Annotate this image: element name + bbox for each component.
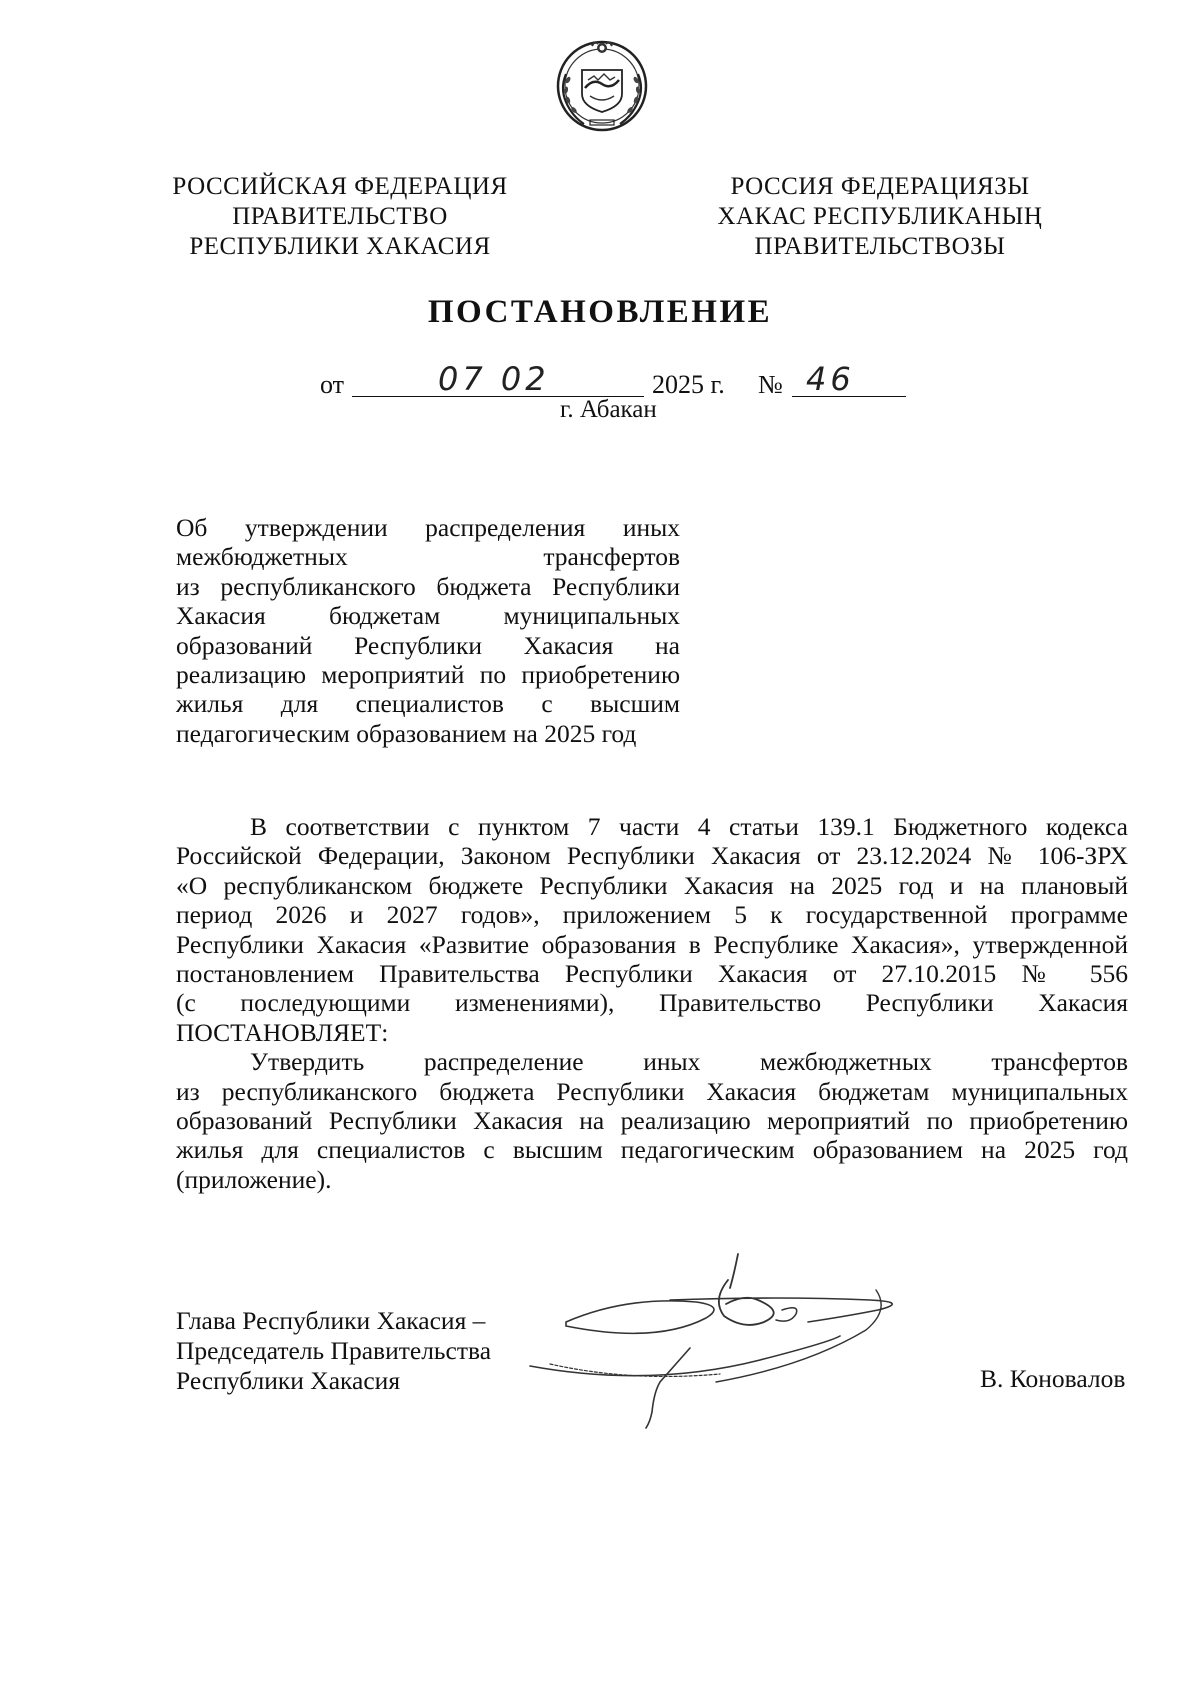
signatory-position-line: Председатель Правительства xyxy=(176,1336,492,1365)
subject-line: реализацию мероприятий по приобретению xyxy=(176,660,680,690)
document-subject xyxy=(176,513,680,748)
body-line: В соответствии с пунктом 7 части 4 статьи 139.1 Бюджетного кодекса xyxy=(250,812,1128,841)
issuer-line: РОССИЙСКАЯ ФЕДЕРАЦИЯ xyxy=(172,173,508,200)
issuer-line: ПРАВИТЕЛЬСТВО xyxy=(232,203,448,230)
subject-line: Хакасия бюджетам муниципальных xyxy=(176,601,680,631)
number-label: № xyxy=(758,370,783,399)
body-line: Российской Федерации, Законом Республики Хакасия от 23.12.2024 № 106-ЗРХ xyxy=(176,841,1128,871)
date-from-label: от xyxy=(320,370,345,399)
handwritten-signature-icon xyxy=(520,1250,940,1430)
body-line: (приложение). xyxy=(176,1164,332,1194)
body-line: период 2026 и 2027 годов», приложением 5 к государственной программе xyxy=(176,900,1128,930)
body-line: (с последующими изменениями), Правительство Республики Хакасия xyxy=(176,988,1128,1018)
body-line: ПОСТАНОВЛЯЕТ: xyxy=(176,1017,389,1047)
coat-of-arms-emblem-icon xyxy=(552,34,652,138)
issuer-khakas xyxy=(690,172,1070,262)
date-handwritten: 07 02 xyxy=(438,360,550,398)
body-line: Утвердить распределение иных межбюджетных трансфертов xyxy=(250,1047,1128,1077)
signatory-position-line: Глава Республики Хакасия – xyxy=(176,1306,486,1335)
issuer-line: РЕСПУБЛИКИ ХАКАСИЯ xyxy=(189,233,491,260)
subject-line: педагогическим образованием на 2025 год xyxy=(176,718,637,748)
signatory-name: В. Коновалов xyxy=(980,1364,1126,1393)
subject-line: жилья для специалистов с высшим xyxy=(176,689,680,719)
body-line: образований Республики Хакасия на реализацию мероприятий по приобретению xyxy=(176,1106,1128,1136)
issuer-line: ХАКАС РЕСПУБЛИКАНЫҢ xyxy=(717,203,1043,230)
body-line: постановлением Правительства Республики Хакасия от 27.10.2015 № 556 xyxy=(176,959,1128,989)
document-body xyxy=(176,812,1128,1194)
city-label: г. Абакан xyxy=(560,396,657,423)
year-label: 2025 г. xyxy=(652,370,725,399)
subject-line: образований Республики Хакасия на xyxy=(176,630,680,660)
signatory-position xyxy=(176,1306,491,1396)
subject-line: из республиканского бюджета Республики xyxy=(176,571,680,601)
body-line: жилья для специалистов с высшим педагогическим образованием на 2025 год xyxy=(176,1135,1128,1165)
subject-line: Об утверждении распределения иных xyxy=(176,513,680,542)
issuer-line: ПРАВИТЕЛЬСТВОЗЫ xyxy=(754,233,1006,260)
document-title: ПОСТАНОВЛЕНИЕ xyxy=(427,294,773,330)
body-line: Республики Хакасия «Развитие образования в Республике Хакасия», утвержденной xyxy=(176,929,1128,959)
body-line: из республиканского бюджета Республики Хакасия бюджетам муниципальных xyxy=(176,1076,1128,1106)
issuer-russian xyxy=(150,172,530,262)
subject-line: межбюджетных трансфертов xyxy=(176,542,680,572)
issuer-line: РОССИЯ ФЕДЕРАЦИЯЗЫ xyxy=(730,173,1030,200)
number-handwritten: 46 xyxy=(806,360,855,398)
body-line: «О республиканском бюджете Республики Хакасия на 2025 год и на плановый xyxy=(176,870,1128,900)
signatory-position-line: Республики Хакасия xyxy=(176,1366,401,1395)
